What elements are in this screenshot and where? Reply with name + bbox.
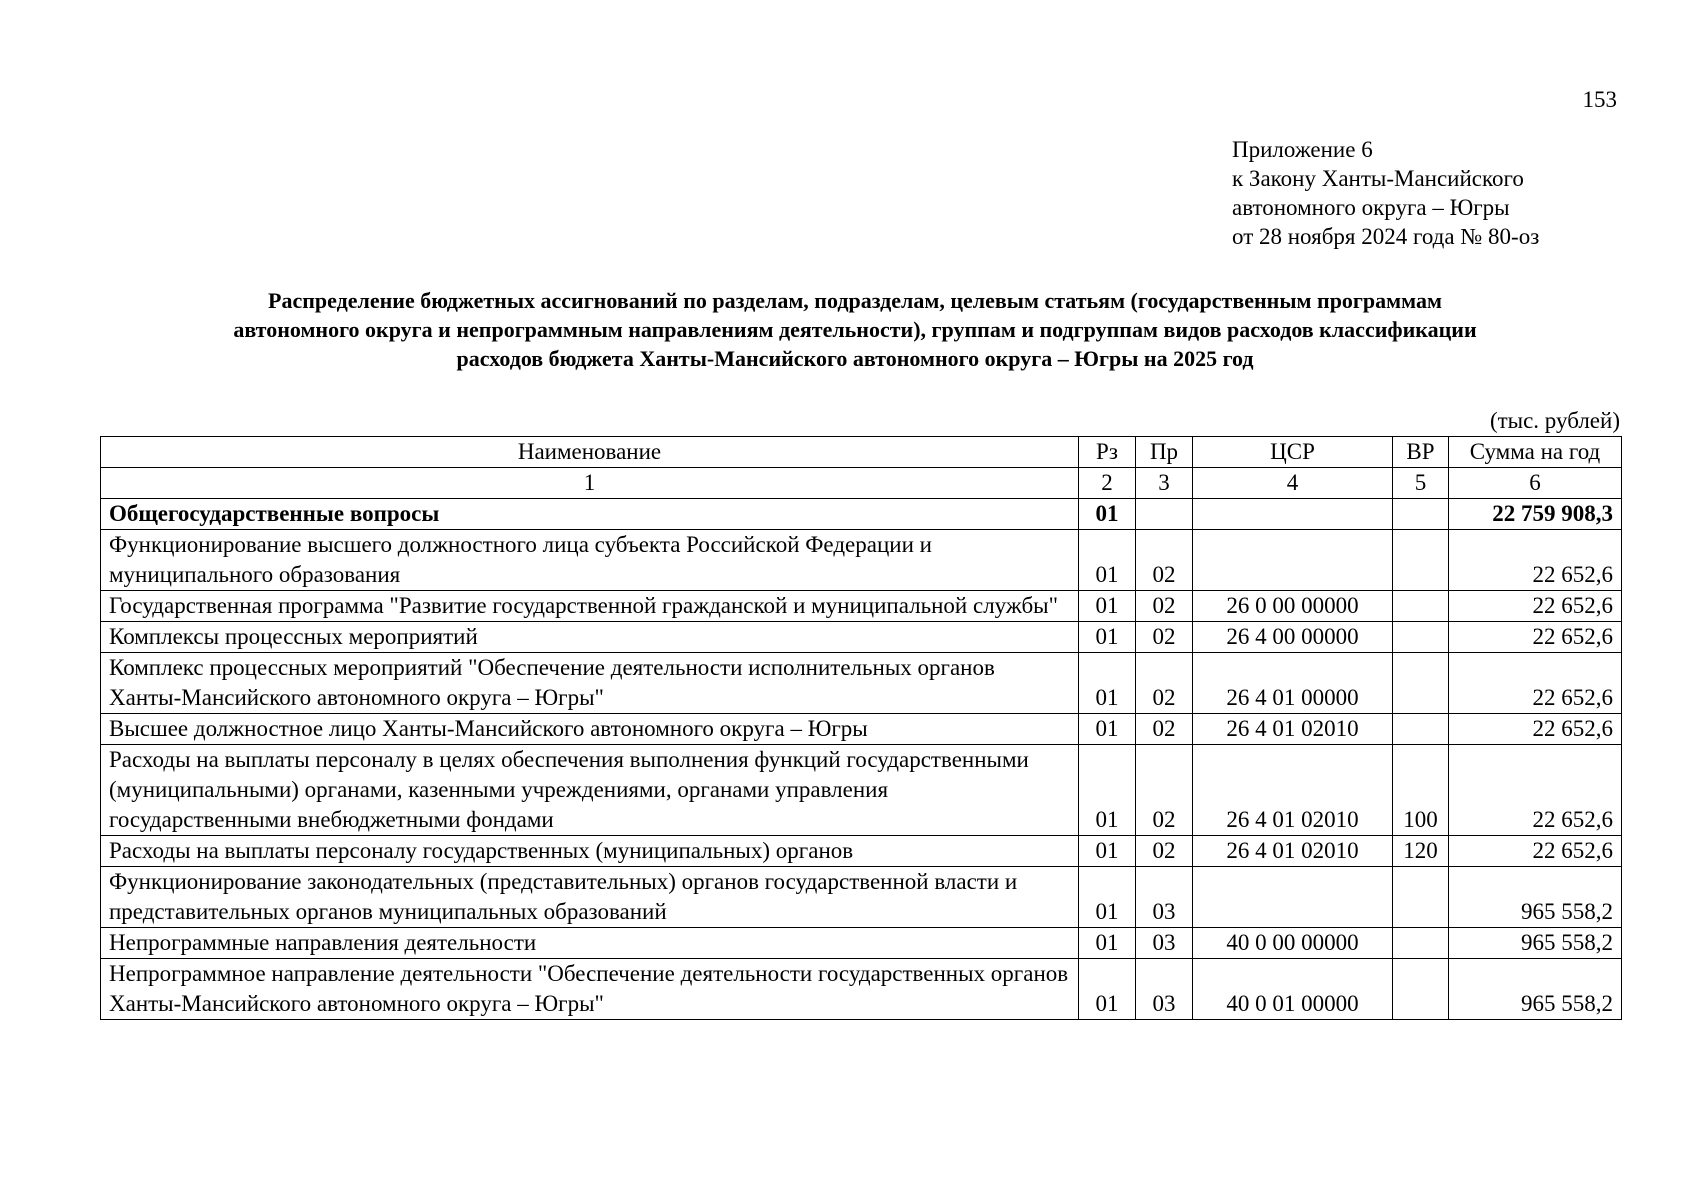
appendix-line: от 28 ноября 2024 года № 80-оз bbox=[1232, 224, 1540, 249]
table-row bbox=[101, 499, 1622, 530]
table-row bbox=[101, 867, 1622, 928]
row-vr bbox=[1393, 622, 1449, 653]
row-rz: 01 bbox=[1079, 959, 1136, 1020]
column-number: 6 bbox=[1449, 468, 1622, 499]
header-name: Наименование bbox=[101, 437, 1079, 468]
header-sum: Сумма на год bbox=[1449, 437, 1622, 468]
column-number-row bbox=[101, 468, 1622, 499]
row-name: Комплекс процессных мероприятий "Обеспечение деятельности исполнительных органов Ханты-Мансийского автономного округа – Югры" bbox=[101, 653, 1079, 714]
row-pr: 02 bbox=[1136, 745, 1193, 836]
table-row bbox=[101, 928, 1622, 959]
row-rz: 01 bbox=[1079, 653, 1136, 714]
row-vr bbox=[1393, 959, 1449, 1020]
table-row bbox=[101, 836, 1622, 867]
title-line: автономного округа и непрограммным направлениям деятельности), группам и подгруппам видов расходов классификации bbox=[233, 317, 1477, 342]
row-rz: 01 bbox=[1079, 714, 1136, 745]
appendix-line: к Закону Ханты-Мансийского bbox=[1232, 166, 1524, 191]
row-pr: 03 bbox=[1136, 959, 1193, 1020]
row-vr bbox=[1393, 499, 1449, 530]
row-csr bbox=[1193, 499, 1393, 530]
row-sum: 965 558,2 bbox=[1449, 928, 1622, 959]
row-name: Функционирование законодательных (представительных) органов государственной власти и представительных органов муниципальных образований bbox=[101, 867, 1079, 928]
header-row bbox=[101, 437, 1622, 468]
units-label: (тыс. рублей) bbox=[1489, 408, 1620, 433]
row-csr: 40 0 00 00000 bbox=[1193, 928, 1393, 959]
row-sum: 22 652,6 bbox=[1449, 653, 1622, 714]
row-csr bbox=[1193, 867, 1393, 928]
row-name: Непрограммное направление деятельности "Обеспечение деятельности государственных органов Ханты-Мансийского автономного округа – Югры" bbox=[101, 959, 1079, 1020]
row-name: Государственная программа "Развитие государственной гражданской и муниципальной службы" bbox=[101, 591, 1079, 622]
budget-table bbox=[100, 436, 1622, 1020]
row-sum: 965 558,2 bbox=[1449, 867, 1622, 928]
row-vr bbox=[1393, 653, 1449, 714]
row-name: Функционирование высшего должностного лица субъекта Российской Федерации и муниципального образования bbox=[101, 530, 1079, 591]
row-sum: 22 652,6 bbox=[1449, 836, 1622, 867]
row-csr: 26 4 01 00000 bbox=[1193, 653, 1393, 714]
table-row bbox=[101, 622, 1622, 653]
row-pr: 02 bbox=[1136, 653, 1193, 714]
column-number: 2 bbox=[1079, 468, 1136, 499]
row-name: Непрограммные направления деятельности bbox=[101, 928, 1079, 959]
row-rz: 01 bbox=[1079, 928, 1136, 959]
row-pr: 02 bbox=[1136, 530, 1193, 591]
table-row bbox=[101, 714, 1622, 745]
row-pr: 03 bbox=[1136, 867, 1193, 928]
row-pr: 02 bbox=[1136, 591, 1193, 622]
row-name: Расходы на выплаты персоналу государственных (муниципальных) органов bbox=[101, 836, 1079, 867]
column-number: 5 bbox=[1393, 468, 1449, 499]
column-number: 4 bbox=[1193, 468, 1393, 499]
row-rz: 01 bbox=[1079, 622, 1136, 653]
row-csr bbox=[1193, 530, 1393, 591]
row-sum: 22 759 908,3 bbox=[1449, 499, 1622, 530]
row-vr bbox=[1393, 928, 1449, 959]
row-pr: 02 bbox=[1136, 714, 1193, 745]
header-vr: ВР bbox=[1393, 437, 1449, 468]
row-pr: 02 bbox=[1136, 622, 1193, 653]
row-sum: 22 652,6 bbox=[1449, 530, 1622, 591]
row-csr: 26 4 01 02010 bbox=[1193, 836, 1393, 867]
column-number: 1 bbox=[101, 468, 1079, 499]
header-csr: ЦСР bbox=[1193, 437, 1393, 468]
row-sum: 22 652,6 bbox=[1449, 714, 1622, 745]
row-sum: 22 652,6 bbox=[1449, 622, 1622, 653]
row-csr: 26 0 00 00000 bbox=[1193, 591, 1393, 622]
title-line: расходов бюджета Ханты-Мансийского автономного округа – Югры на 2025 год bbox=[456, 346, 1254, 371]
row-vr bbox=[1393, 591, 1449, 622]
row-pr bbox=[1136, 499, 1193, 530]
appendix-line: автономного округа – Югры bbox=[1232, 195, 1510, 220]
table-row bbox=[101, 959, 1622, 1020]
row-name: Высшее должностное лицо Ханты-Мансийского автономного округа – Югры bbox=[101, 714, 1079, 745]
row-sum: 22 652,6 bbox=[1449, 745, 1622, 836]
row-vr bbox=[1393, 714, 1449, 745]
row-rz: 01 bbox=[1079, 745, 1136, 836]
row-pr: 02 bbox=[1136, 836, 1193, 867]
row-sum: 965 558,2 bbox=[1449, 959, 1622, 1020]
row-rz: 01 bbox=[1079, 591, 1136, 622]
page-number: 153 bbox=[1582, 87, 1617, 112]
row-vr: 100 bbox=[1393, 745, 1449, 836]
row-name: Расходы на выплаты персоналу в целях обеспечения выполнения функций государственными (муниципальными) органами, казенными учреждениями, органами управления государственными внебюджетными фондами bbox=[101, 745, 1079, 836]
row-name: Общегосударственные вопросы bbox=[101, 499, 1079, 530]
row-csr: 26 4 01 02010 bbox=[1193, 745, 1393, 836]
row-vr bbox=[1393, 530, 1449, 591]
row-sum: 22 652,6 bbox=[1449, 591, 1622, 622]
column-number: 3 bbox=[1136, 468, 1193, 499]
row-pr: 03 bbox=[1136, 928, 1193, 959]
row-rz: 01 bbox=[1079, 499, 1136, 530]
row-rz: 01 bbox=[1079, 530, 1136, 591]
title-line: Распределение бюджетных ассигнований по разделам, подразделам, целевым статьям (государственным программам bbox=[268, 288, 1442, 313]
document-title bbox=[90, 286, 1620, 373]
row-rz: 01 bbox=[1079, 867, 1136, 928]
row-name: Комплексы процессных мероприятий bbox=[101, 622, 1079, 653]
row-vr: 120 bbox=[1393, 836, 1449, 867]
table-row bbox=[101, 530, 1622, 591]
header-pr: Пр bbox=[1136, 437, 1193, 468]
table-row bbox=[101, 653, 1622, 714]
row-csr: 26 4 01 02010 bbox=[1193, 714, 1393, 745]
appendix-line: Приложение 6 bbox=[1232, 137, 1373, 162]
row-csr: 40 0 01 00000 bbox=[1193, 959, 1393, 1020]
header-rz: Рз bbox=[1079, 437, 1136, 468]
appendix-reference bbox=[1232, 135, 1539, 251]
row-csr: 26 4 00 00000 bbox=[1193, 622, 1393, 653]
row-vr bbox=[1393, 867, 1449, 928]
table-row bbox=[101, 591, 1622, 622]
row-rz: 01 bbox=[1079, 836, 1136, 867]
table-row bbox=[101, 745, 1622, 836]
